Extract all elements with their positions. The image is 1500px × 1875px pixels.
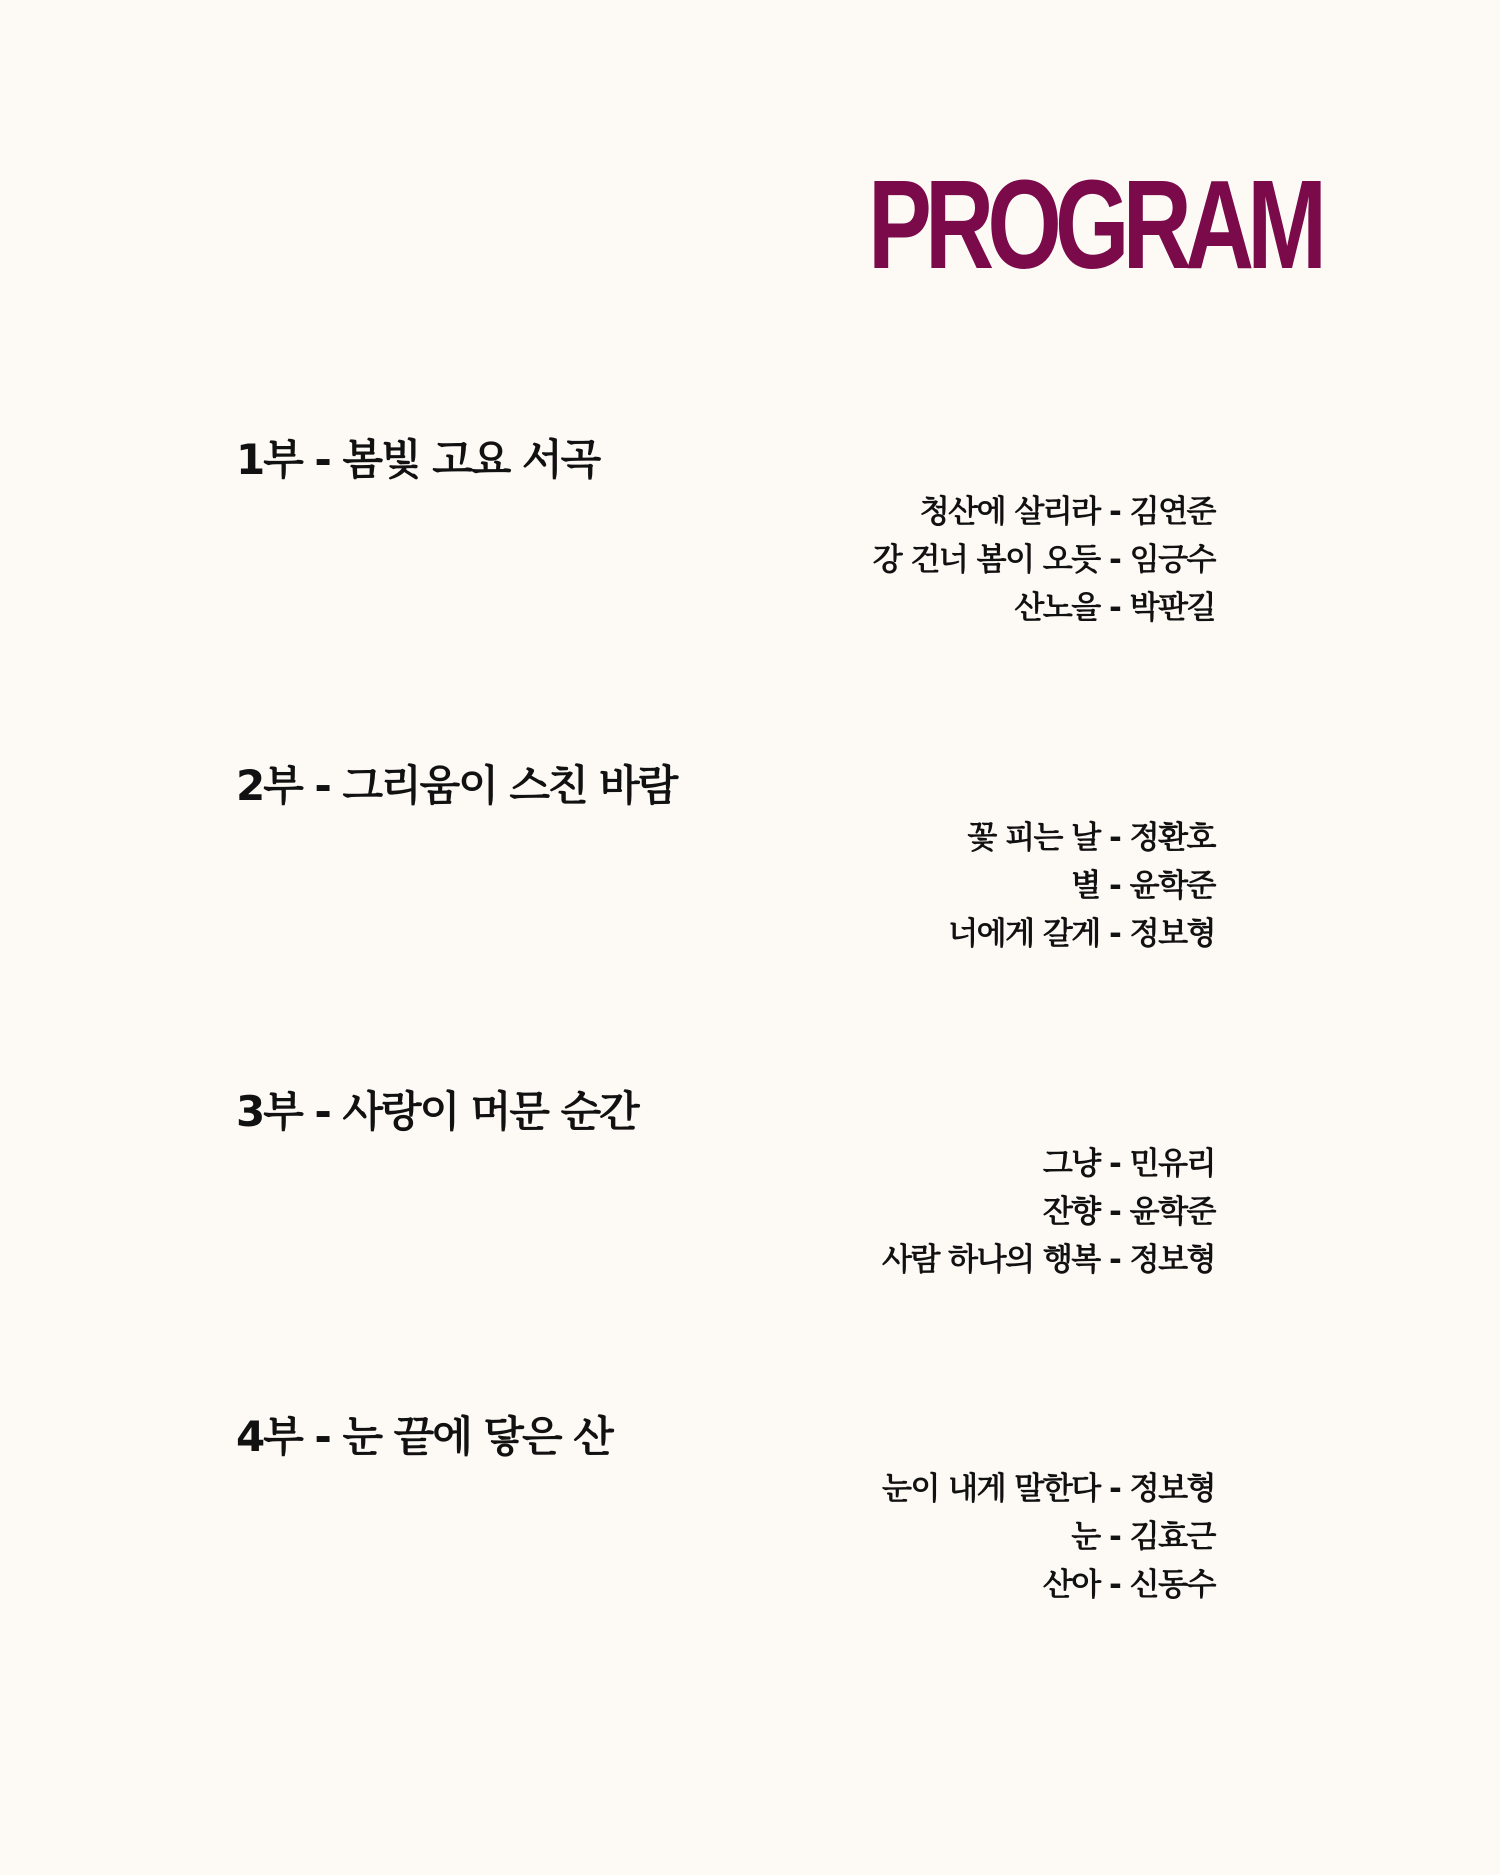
piece-item: 너에게 갈게 - 정보형	[948, 916, 1215, 952]
part-heading: 3부 - 사랑이 머문 순간	[236, 1087, 638, 1136]
piece-item: 산노을 - 박판길	[1014, 590, 1215, 626]
piece-list	[615, 1140, 1215, 1284]
piece-item: 별 - 윤학준	[1071, 868, 1215, 904]
part-heading: 2부 - 그리움이 스친 바람	[236, 761, 677, 810]
part-heading: 4부 - 눈 끝에 닿은 산	[236, 1412, 612, 1461]
piece-item: 사람 하나의 행복 - 정보형	[882, 1242, 1215, 1278]
piece-item: 눈이 내게 말한다 - 정보형	[882, 1471, 1215, 1507]
piece-list	[615, 814, 1215, 958]
piece-item: 강 건너 봄이 오듯 - 임긍수	[872, 542, 1215, 578]
piece-list	[615, 488, 1215, 632]
piece-item: 눈 - 김효근	[1071, 1519, 1215, 1555]
piece-item: 잔향 - 윤학준	[1042, 1194, 1215, 1230]
program-part-4	[0, 1409, 1500, 1649]
piece-item: 그냥 - 민유리	[1042, 1146, 1215, 1182]
part-heading: 1부 - 봄빛 고요 서곡	[236, 435, 600, 484]
piece-item: 청산에 살리라 - 김연준	[919, 494, 1215, 530]
piece-item: 산아 - 신동수	[1042, 1567, 1215, 1603]
program-part-1	[0, 432, 1500, 672]
program-title: PROGRAM	[868, 154, 1321, 295]
piece-item: 꽃 피는 날 - 정환호	[967, 820, 1215, 856]
piece-list	[615, 1465, 1215, 1609]
program-part-2	[0, 758, 1500, 998]
program-part-3	[0, 1084, 1500, 1324]
